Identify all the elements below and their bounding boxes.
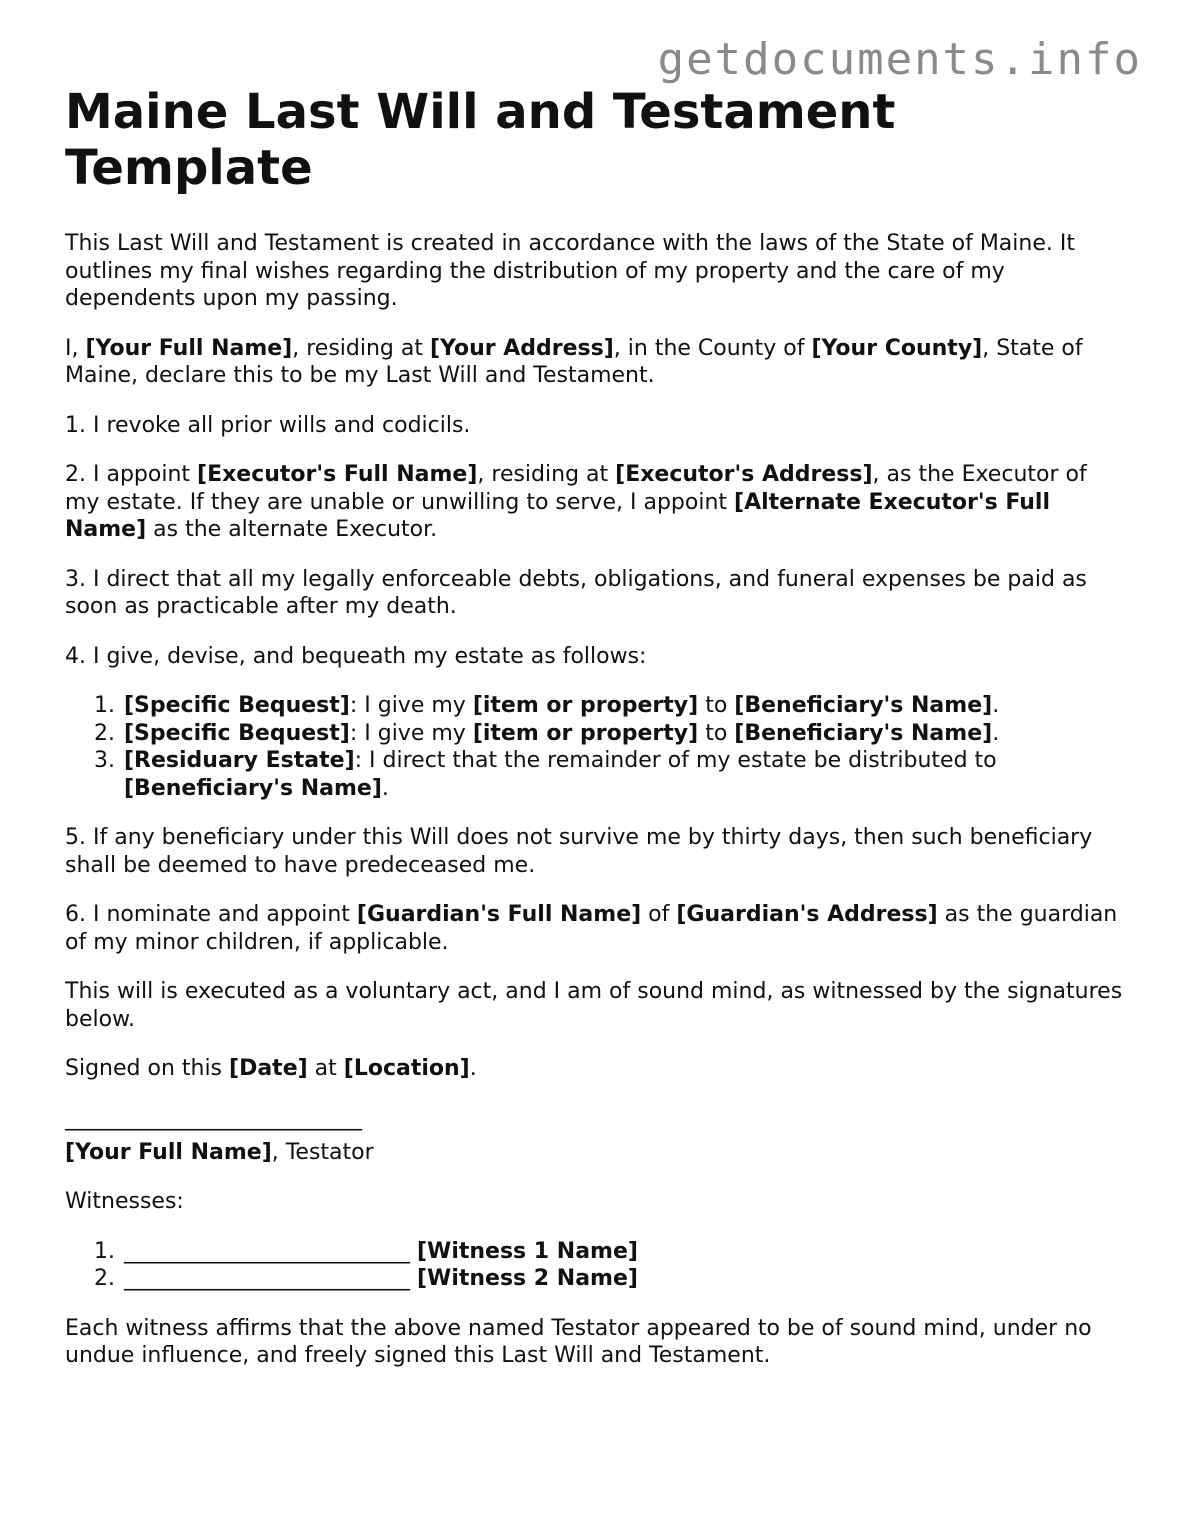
list-text: : I give my (349, 720, 473, 746)
voluntary-statement: This will is executed as a voluntary act, and I am of sound mind, as witnessed by the signatures below. (65, 979, 1123, 1032)
document-title: Maine Last Will and Testament Template (65, 84, 896, 196)
declaration-text: I, (65, 335, 86, 361)
clause-6 (65, 901, 1125, 956)
list-text: . (381, 775, 389, 801)
placeholder-witness-name: [Witness 1 Name] (417, 1238, 638, 1264)
list-text: . (992, 693, 1000, 718)
clause-text: , residing at (477, 462, 616, 487)
witness-signature-line[interactable]: __________________________ (124, 1238, 410, 1264)
signed-text: . (469, 1056, 477, 1081)
placeholder-witness-name: [Witness 2 Name] (417, 1266, 638, 1291)
signature-underscore: ___________________________ (65, 1105, 362, 1131)
declaration-paragraph (65, 335, 1125, 390)
witnesses-label: Witnesses: (65, 1189, 184, 1214)
clause-text: , as the Executor of my estate. If they are unable or unwilling to serve, I appoint (65, 462, 1087, 515)
placeholder-executor-name: [Executor's Full Name] (197, 462, 478, 487)
signed-text: at (307, 1056, 344, 1081)
signed-on-line (65, 1055, 1125, 1083)
list-item (122, 1238, 1125, 1266)
placeholder-your-full-name: [Your Full Name] (65, 1139, 272, 1165)
placeholder-specific-bequest: [Specific Bequest] (124, 720, 350, 746)
bequest-list (65, 692, 1125, 802)
list-text: : I give my (349, 693, 473, 718)
list-item (122, 1265, 1125, 1293)
placeholder-residuary-estate: [Residuary Estate] (124, 748, 355, 773)
document-body (65, 84, 1125, 1392)
clause-text: as the guardian of my minor children, if applicable. (65, 902, 1118, 955)
placeholder-guardian-name: [Guardian's Full Name] (356, 902, 642, 927)
declaration-text: , in the County of (613, 335, 812, 361)
declaration-text: , State of Maine, declare this to be my Last Will and Testament. (65, 335, 1083, 388)
placeholder-guardian-address: [Guardian's Address] (676, 902, 938, 927)
watermark: getdocuments.info (657, 34, 1142, 85)
declaration-text: , residing at (292, 335, 430, 361)
placeholder-item-or-property: [item or property] (472, 720, 699, 746)
placeholder-executor-address: [Executor's Address] (615, 462, 873, 487)
list-text: to (698, 693, 735, 718)
placeholder-date: [Date] (229, 1056, 308, 1081)
testator-label: , Testator (271, 1139, 374, 1165)
list-item (122, 692, 1125, 720)
list-text: . (992, 720, 1000, 746)
placeholder-your-address: [Your Address] (429, 335, 614, 361)
clause-1: 1. I revoke all prior wills and codicils. (65, 412, 471, 438)
clause-4: 4. I give, devise, and bequeath my estate as follows: (65, 643, 647, 669)
placeholder-your-county: [Your County] (811, 335, 983, 361)
placeholder-item-or-property: [item or property] (472, 693, 699, 718)
placeholder-beneficiary-name: [Beneficiary's Name] (734, 693, 993, 718)
list-text: : I direct that the remainder of my estate be distributed to (354, 748, 997, 773)
clause-text: as the alternate Executor. (146, 517, 438, 542)
list-text: to (698, 720, 735, 746)
witness-signature-line[interactable]: __________________________ (124, 1266, 410, 1291)
testator-signature-line[interactable] (65, 1105, 1125, 1131)
placeholder-your-full-name: [Your Full Name] (85, 335, 293, 361)
intro-paragraph: This Last Will and Testament is created in accordance with the laws of the State of Maine. It outlines my final wishes regarding the distribution of my property and the care of my dependents upon my passing. (65, 231, 1075, 311)
placeholder-location: [Location] (343, 1056, 470, 1081)
testator-name-line (65, 1139, 1125, 1167)
witness-affirmation: Each witness affirms that the above named Testator appeared to be of sound mind, under no undue influence, and freely signed this Last Will and Testament. (65, 1315, 1092, 1368)
placeholder-beneficiary-name: [Beneficiary's Name] (124, 775, 382, 801)
clause-text: 6. I nominate and appoint (65, 902, 357, 927)
clause-2 (65, 461, 1125, 544)
placeholder-specific-bequest: [Specific Bequest] (124, 693, 350, 718)
list-item (122, 720, 1125, 748)
list-item (122, 747, 1125, 802)
clause-text: 2. I appoint (65, 462, 198, 487)
placeholder-alternate-executor: [Alternate Executor's Full Name] (65, 489, 1051, 542)
clause-3: 3. I direct that all my legally enforceable debts, obligations, and funeral expenses be paid as soon as practicable after my death. (65, 566, 1087, 619)
clause-5: 5. If any beneficiary under this Will does not survive me by thirty days, then such beneficiary shall be deemed to have predeceased me. (65, 825, 1093, 878)
signed-text: Signed on this (65, 1056, 230, 1081)
placeholder-beneficiary-name: [Beneficiary's Name] (734, 720, 993, 746)
clause-text: of (641, 902, 677, 927)
witness-list (65, 1238, 1125, 1293)
